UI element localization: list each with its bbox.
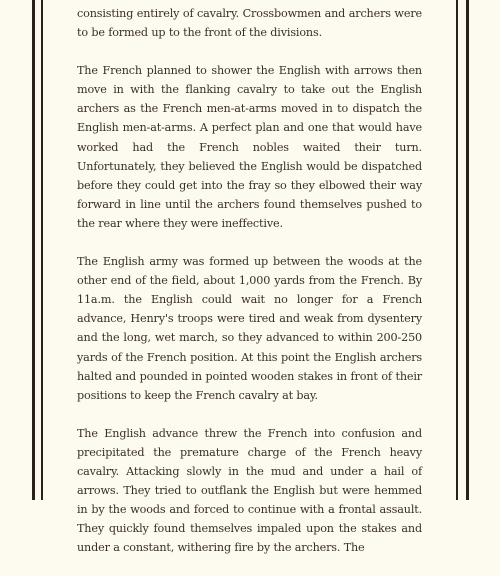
paragraph-3: The English army was formed up between the woods at the other end of the field, about 1,000 yards from the French. By 11a.m. the English could wait no longer for a French advance, Henry's troops were tired and weak from dysentery and the long, wet march, so they advanced to within 200-250 yards of the French position. At this point the English archers halted and pounded in pointed wooden stakes in front of their positions to keep the French cavalry at bay.: [77, 255, 422, 402]
paragraph-4: The English advance threw the French into confusion and precipitated the premature charge of the French heavy cavalry. Attacking slowly in the mud and under a hail of arrows. They tried to outflank the English but were hemmed in by the woods and forced to continue with a frontal assault. They quickly found themselves impaled upon the stakes and under a constant, withering fire by the archers. The: [77, 426, 422, 555]
right-border-inner: [456, 0, 458, 500]
paragraph-2: The French planned to shower the English with arrows then move in with the flanking cavalry to take out the English archers as the French men-at-arms moved in to dispatch the English men-at-arms. A perfect plan and one that would have worked had the French nobles waited their turn. Unfortunately, they believed the English would be dispatched before they could get into the fray so they elbowed their way forward in line until the archers found themselves pushed to the rear where they were ineffective.: [77, 64, 422, 230]
left-border-inner: [41, 0, 43, 500]
right-border-outer: [466, 0, 469, 500]
paragraph-1: consisting entirely of cavalry. Crossbowmen and archers were to be formed up to the front of the divisions.: [77, 7, 422, 40]
left-border-outer: [32, 0, 35, 500]
body-text: [77, 4, 422, 576]
